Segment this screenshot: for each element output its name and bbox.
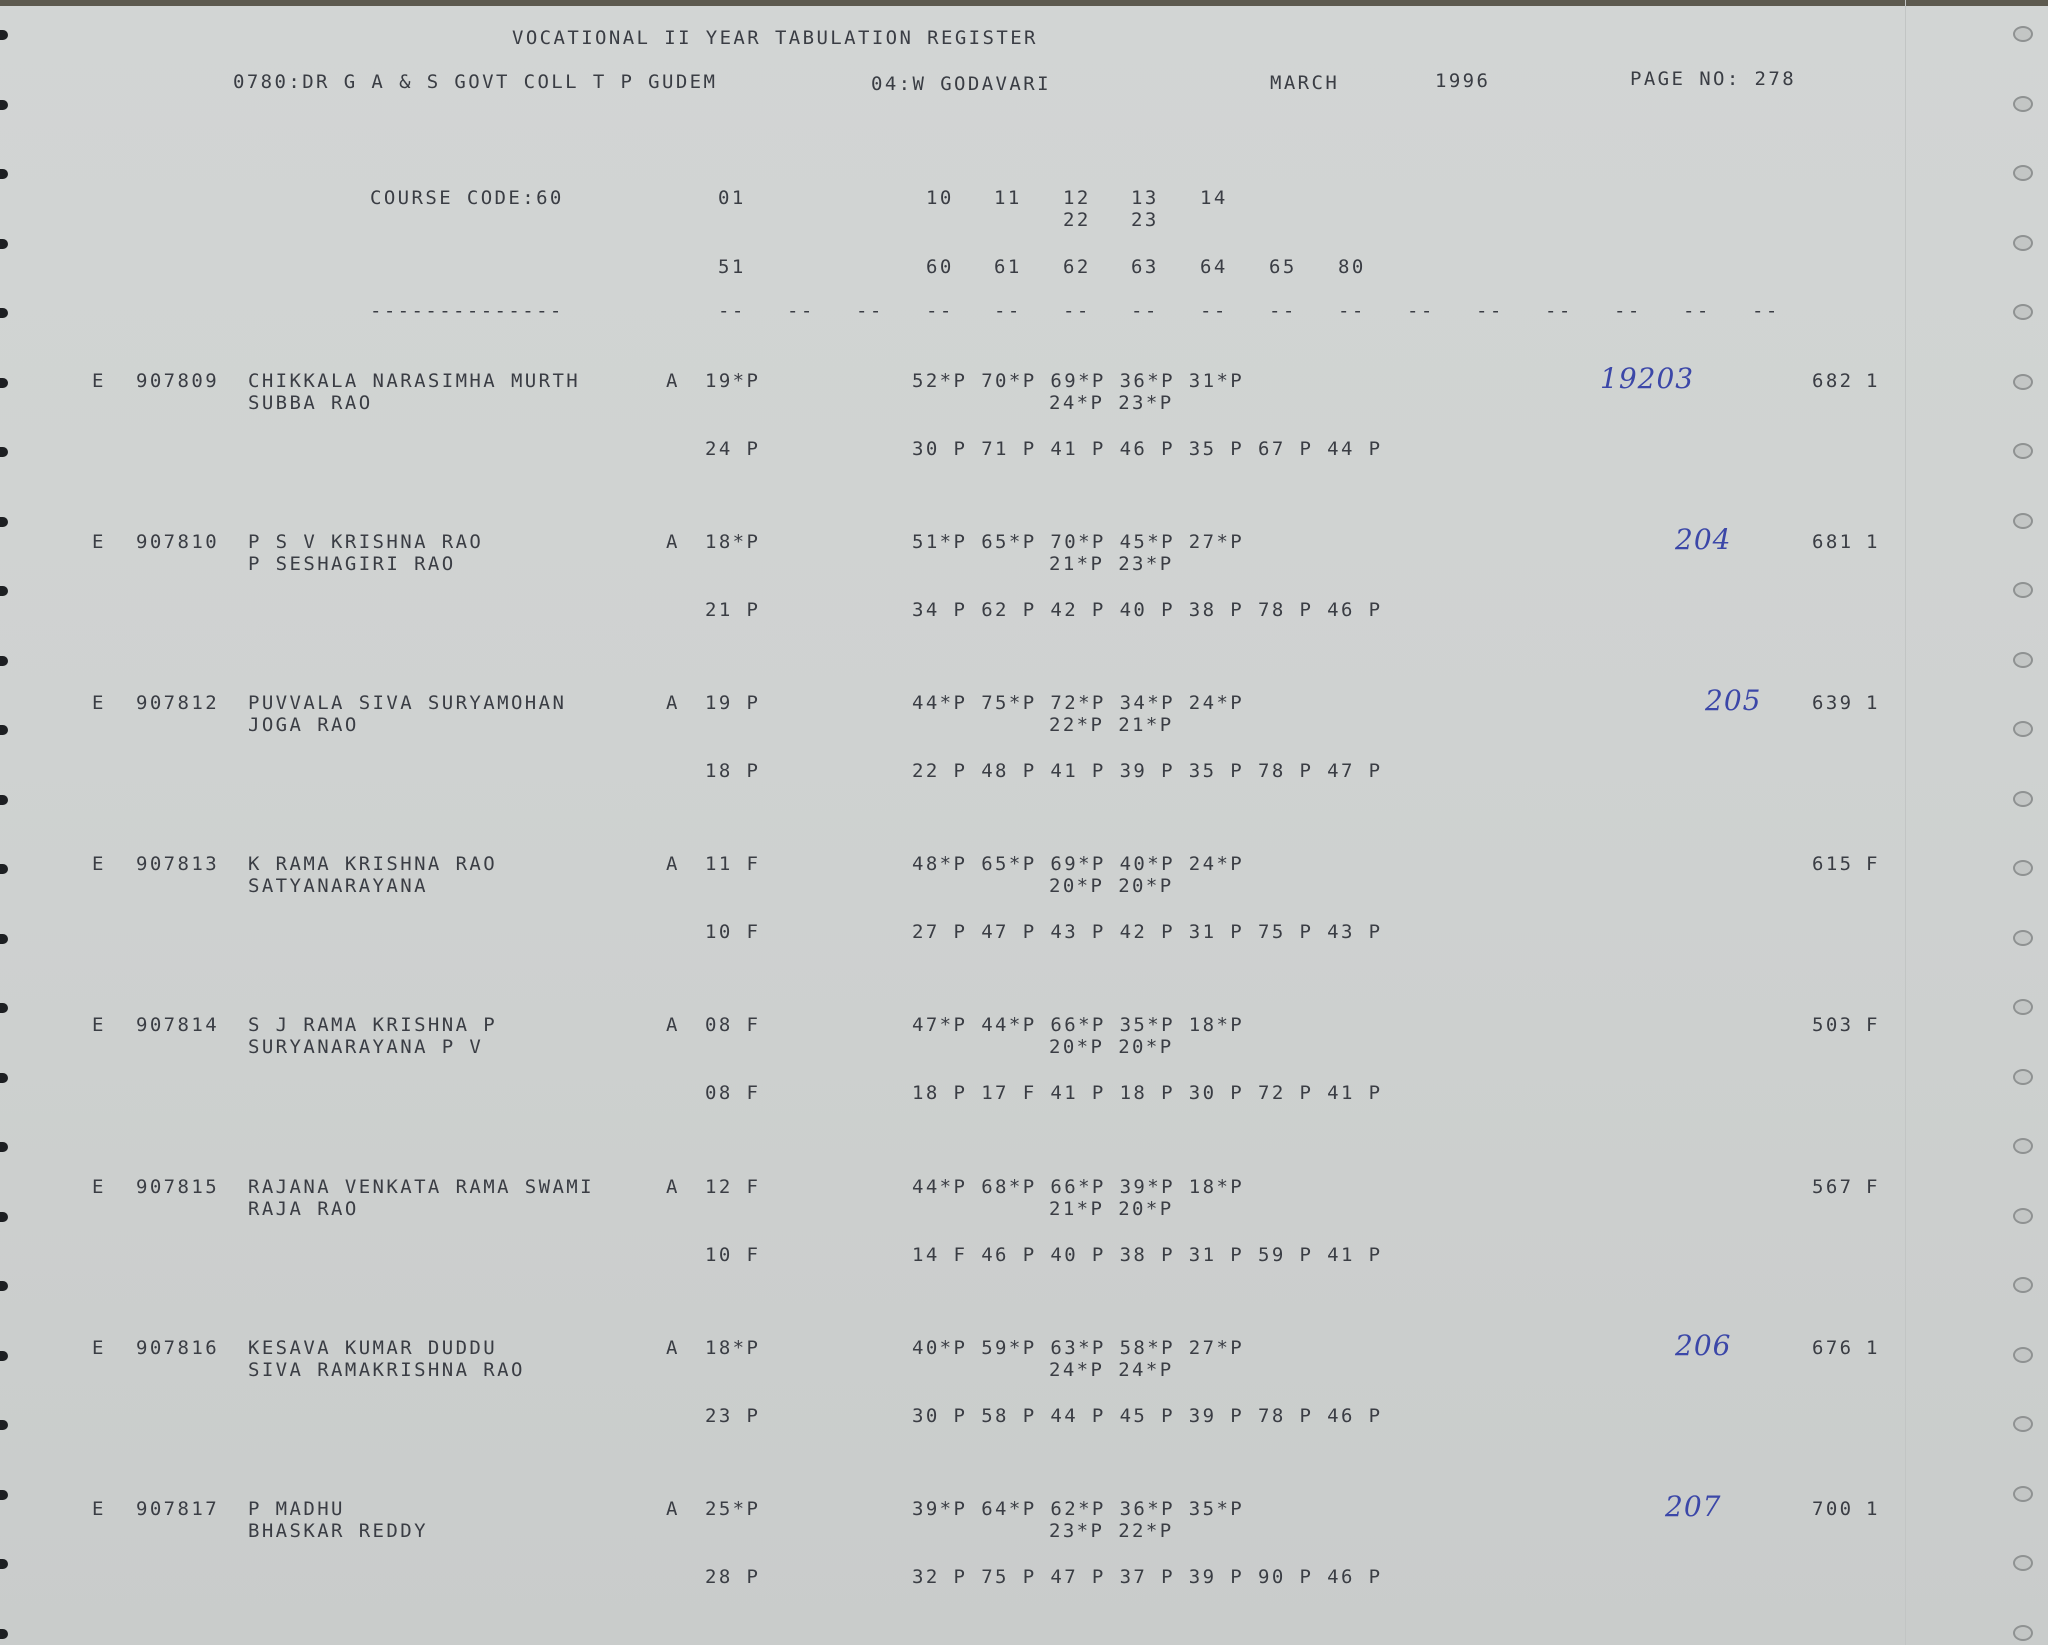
grand-total: 676 — [1812, 1337, 1854, 1359]
marks-practicals: 20*P 20*P — [1049, 1036, 1174, 1058]
code-64: 64 — [1200, 256, 1228, 278]
father-name: P SESHAGIRI RAO — [248, 553, 456, 575]
code-62: 62 — [1063, 256, 1091, 278]
left-feed-hole — [0, 934, 8, 944]
marks-51: 24 P — [705, 438, 761, 460]
marks-part1: 32 P 75 P 47 P 37 P 39 P 90 P 46 P — [912, 1566, 1383, 1588]
father-name: SIVA RAMAKRISHNA RAO — [248, 1359, 525, 1381]
right-feed-hole — [2013, 1416, 2033, 1432]
right-feed-hole — [2013, 721, 2033, 737]
code-12: 12 — [1063, 187, 1091, 209]
right-feed-hole — [2013, 235, 2033, 251]
father-name: JOGA RAO — [248, 714, 359, 736]
grand-total: 682 — [1812, 370, 1854, 392]
marks-part2: 39*P 64*P 62*P 36*P 35*P — [912, 1498, 1245, 1520]
left-feed-hole — [0, 864, 8, 874]
left-feed-hole — [0, 30, 8, 40]
student-name: S J RAMA KRISHNA P — [248, 1014, 498, 1036]
marks-01: 11 F — [705, 853, 761, 875]
roll-number: 907809 — [136, 370, 220, 392]
right-feed-hole — [2013, 999, 2033, 1015]
right-feed-hole — [2013, 1486, 2033, 1502]
father-name: SURYANARAYANA P V — [248, 1036, 484, 1058]
marks-part2: 52*P 70*P 69*P 36*P 31*P — [912, 370, 1245, 392]
father-name: SATYANARAYANA — [248, 875, 428, 897]
student-name: P S V KRISHNA RAO — [248, 531, 484, 553]
result-class: 1 — [1866, 1498, 1880, 1520]
marks-part1: 30 P 71 P 41 P 46 P 35 P 67 P 44 P — [912, 438, 1383, 460]
right-feed-hole — [2013, 1069, 2033, 1085]
roll-number: 907815 — [136, 1176, 220, 1198]
exam-type: E — [92, 531, 106, 553]
left-feed-hole — [0, 725, 8, 735]
right-feed-hole — [2013, 930, 2033, 946]
roll-number: 907812 — [136, 692, 220, 714]
language-code: A — [666, 853, 680, 875]
marks-51: 21 P — [705, 599, 761, 621]
code-22: 22 — [1063, 209, 1091, 231]
marks-part2: 48*P 65*P 69*P 40*P 24*P — [912, 853, 1245, 875]
column-dash-12: -- — [1545, 300, 1573, 322]
roll-number: 907816 — [136, 1337, 220, 1359]
right-feed-hole — [2013, 582, 2033, 598]
handwritten-serial: 206 — [1675, 1329, 1732, 1362]
marks-part2: 44*P 75*P 72*P 34*P 24*P — [912, 692, 1245, 714]
exam-type: E — [92, 692, 106, 714]
marks-practicals: 24*P 24*P — [1049, 1359, 1174, 1381]
exam-type: E — [92, 370, 106, 392]
register-title: VOCATIONAL II YEAR TABULATION REGISTER — [512, 27, 1038, 49]
exam-month: MARCH — [1270, 72, 1340, 94]
language-code: A — [666, 692, 680, 714]
marks-51: 10 F — [705, 921, 761, 943]
roll-number: 907814 — [136, 1014, 220, 1036]
marks-01: 12 F — [705, 1176, 761, 1198]
exam-type: E — [92, 853, 106, 875]
left-feed-hole — [0, 308, 8, 318]
grand-total: 567 — [1812, 1176, 1854, 1198]
student-name: K RAMA KRISHNA RAO — [248, 853, 498, 875]
marks-part2: 40*P 59*P 63*P 58*P 27*P — [912, 1337, 1245, 1359]
column-dash-15: -- — [1752, 300, 1780, 322]
code-23: 23 — [1131, 209, 1159, 231]
language-code: A — [666, 531, 680, 553]
marks-practicals: 24*P 23*P — [1049, 392, 1174, 414]
language-code: A — [666, 1498, 680, 1520]
left-feed-hole — [0, 1003, 8, 1013]
grand-total: 503 — [1812, 1014, 1854, 1036]
student-name: RAJANA VENKATA RAMA SWAMI — [248, 1176, 594, 1198]
marks-part2: 44*P 68*P 66*P 39*P 18*P — [912, 1176, 1245, 1198]
grand-total: 700 — [1812, 1498, 1854, 1520]
marks-practicals: 21*P 20*P — [1049, 1198, 1174, 1220]
code-61: 61 — [994, 256, 1022, 278]
marks-51: 28 P — [705, 1566, 761, 1588]
code-65: 65 — [1269, 256, 1297, 278]
language-code: A — [666, 1014, 680, 1036]
code-11: 11 — [994, 187, 1022, 209]
marks-practicals: 21*P 23*P — [1049, 553, 1174, 575]
column-dash-4: -- — [994, 300, 1022, 322]
right-feed-hole — [2013, 443, 2033, 459]
marks-practicals: 22*P 21*P — [1049, 714, 1174, 736]
marks-part1: 30 P 58 P 44 P 45 P 39 P 78 P 46 P — [912, 1405, 1383, 1427]
result-class: F — [1866, 1176, 1880, 1198]
grand-total: 681 — [1812, 531, 1854, 553]
marks-part1: 18 P 17 F 41 P 18 P 30 P 72 P 41 P — [912, 1082, 1383, 1104]
column-dash-0: -- — [718, 300, 746, 322]
marks-part1: 27 P 47 P 43 P 42 P 31 P 75 P 43 P — [912, 921, 1383, 943]
father-name: BHASKAR REDDY — [248, 1520, 428, 1542]
right-feed-hole — [2013, 860, 2033, 876]
exam-type: E — [92, 1176, 106, 1198]
marks-01: 25*P — [705, 1498, 761, 1520]
result-class: F — [1866, 1014, 1880, 1036]
result-class: F — [1866, 853, 1880, 875]
right-feed-hole — [2013, 26, 2033, 42]
result-class: 1 — [1866, 692, 1880, 714]
marks-01: 18*P — [705, 1337, 761, 1359]
result-class: 1 — [1866, 1337, 1880, 1359]
marks-01: 19*P — [705, 370, 761, 392]
result-class: 1 — [1866, 531, 1880, 553]
right-feed-hole — [2013, 1277, 2033, 1293]
column-dash-9: -- — [1338, 300, 1366, 322]
left-feed-hole — [0, 1559, 8, 1569]
left-feed-hole — [0, 586, 8, 596]
column-dash-3: -- — [926, 300, 954, 322]
marks-51: 10 F — [705, 1244, 761, 1266]
marks-part2: 51*P 65*P 70*P 45*P 27*P — [912, 531, 1245, 553]
marks-part2: 47*P 44*P 66*P 35*P 18*P — [912, 1014, 1245, 1036]
grand-total: 615 — [1812, 853, 1854, 875]
handwritten-serial: 207 — [1665, 1490, 1722, 1523]
right-feed-hole — [2013, 1625, 2033, 1641]
code-01: 01 — [718, 187, 746, 209]
college-code: 0780:DR G A & S GOVT COLL T P GUDEM — [233, 71, 718, 93]
right-feed-hole — [2013, 791, 2033, 807]
handwritten-serial: 204 — [1675, 523, 1732, 556]
father-name: SUBBA RAO — [248, 392, 373, 414]
exam-year: 1996 — [1435, 70, 1491, 92]
district: 04:W GODAVARI — [871, 73, 1051, 95]
column-dash-6: -- — [1131, 300, 1159, 322]
marks-practicals: 23*P 22*P — [1049, 1520, 1174, 1542]
column-dash-13: -- — [1614, 300, 1642, 322]
left-feed-hole — [0, 169, 8, 179]
student-name: CHIKKALA NARASIMHA MURTH — [248, 370, 581, 392]
right-feed-hole — [2013, 513, 2033, 529]
handwritten-serial: 205 — [1705, 684, 1762, 717]
marks-part1: 14 F 46 P 40 P 38 P 31 P 59 P 41 P — [912, 1244, 1383, 1266]
language-code: A — [666, 1337, 680, 1359]
code-10: 10 — [926, 187, 954, 209]
left-feed-hole — [0, 1490, 8, 1500]
left-feed-hole — [0, 1142, 8, 1152]
right-feed-hole — [2013, 304, 2033, 320]
left-feed-hole — [0, 1073, 8, 1083]
result-class: 1 — [1866, 370, 1880, 392]
marks-practicals: 20*P 20*P — [1049, 875, 1174, 897]
top-edge-strip — [0, 0, 2048, 6]
left-feed-hole — [0, 1281, 8, 1291]
left-feed-hole — [0, 1351, 8, 1361]
marks-51: 23 P — [705, 1405, 761, 1427]
marks-01: 08 F — [705, 1014, 761, 1036]
code-60: 60 — [926, 256, 954, 278]
marks-51: 18 P — [705, 760, 761, 782]
exam-type: E — [92, 1014, 106, 1036]
roll-number: 907810 — [136, 531, 220, 553]
code-63: 63 — [1131, 256, 1159, 278]
column-dash-11: -- — [1476, 300, 1504, 322]
student-name: PUVVALA SIVA SURYAMOHAN — [248, 692, 567, 714]
marks-01: 18*P — [705, 531, 761, 553]
exam-type: E — [92, 1337, 106, 1359]
column-dash-5: -- — [1063, 300, 1091, 322]
marks-01: 19 P — [705, 692, 761, 714]
right-feed-hole — [2013, 1555, 2033, 1571]
faint-vertical-rule — [1905, 0, 1906, 1645]
code-51: 51 — [718, 256, 746, 278]
right-feed-hole — [2013, 1138, 2033, 1154]
left-feed-hole — [0, 656, 8, 666]
course-code: COURSE CODE:60 — [370, 187, 564, 209]
grand-total: 639 — [1812, 692, 1854, 714]
left-feed-hole — [0, 795, 8, 805]
left-feed-hole — [0, 1420, 8, 1430]
marks-part1: 22 P 48 P 41 P 39 P 35 P 78 P 47 P — [912, 760, 1383, 782]
code-13: 13 — [1131, 187, 1159, 209]
code-14: 14 — [1200, 187, 1228, 209]
right-feed-hole — [2013, 1208, 2033, 1224]
handwritten-serial: 19203 — [1600, 362, 1695, 395]
right-feed-hole — [2013, 165, 2033, 181]
column-dash-2: -- — [856, 300, 884, 322]
marks-part1: 34 P 62 P 42 P 40 P 38 P 78 P 46 P — [912, 599, 1383, 621]
language-code: A — [666, 1176, 680, 1198]
column-dash-1: -- — [787, 300, 815, 322]
right-feed-hole — [2013, 96, 2033, 112]
column-dash-8: -- — [1269, 300, 1297, 322]
roll-number: 907817 — [136, 1498, 220, 1520]
left-feed-hole — [0, 378, 8, 388]
left-feed-hole — [0, 239, 8, 249]
student-name: P MADHU — [248, 1498, 345, 1520]
exam-type: E — [92, 1498, 106, 1520]
left-feed-hole — [0, 100, 8, 110]
column-dash-14: -- — [1683, 300, 1711, 322]
marks-51: 08 F — [705, 1082, 761, 1104]
header-rule: -------------- — [370, 300, 564, 322]
left-feed-hole — [0, 1629, 8, 1639]
column-dash-10: -- — [1407, 300, 1435, 322]
left-feed-hole — [0, 447, 8, 457]
left-feed-hole — [0, 1212, 8, 1222]
right-feed-hole — [2013, 1347, 2033, 1363]
code-80: 80 — [1338, 256, 1366, 278]
left-feed-hole — [0, 517, 8, 527]
column-dash-7: -- — [1200, 300, 1228, 322]
right-feed-hole — [2013, 374, 2033, 390]
right-feed-hole — [2013, 652, 2033, 668]
page-number: PAGE NO: 278 — [1630, 68, 1797, 90]
language-code: A — [666, 370, 680, 392]
roll-number: 907813 — [136, 853, 220, 875]
father-name: RAJA RAO — [248, 1198, 359, 1220]
student-name: KESAVA KUMAR DUDDU — [248, 1337, 498, 1359]
